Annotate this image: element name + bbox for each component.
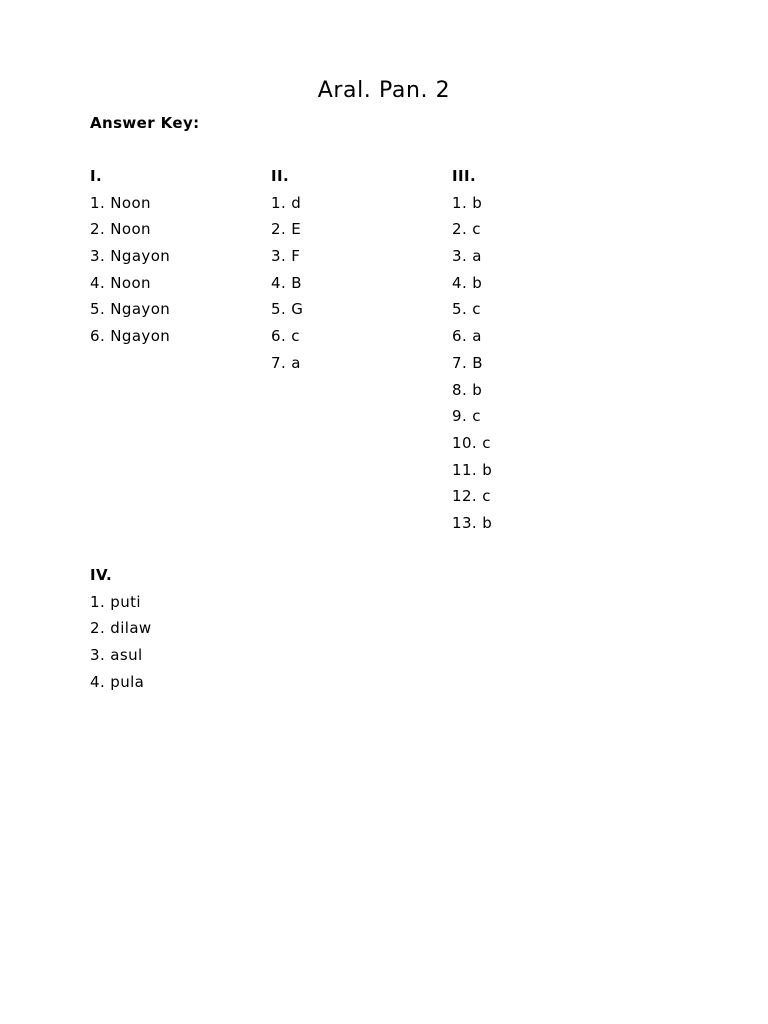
- answer-item: 3. asul: [90, 646, 143, 665]
- answer-section-3: [452, 166, 492, 540]
- answer-item: 5. Ngayon: [90, 300, 171, 319]
- answer-item: 3. Ngayon: [90, 247, 171, 266]
- section-heading: II.: [271, 167, 290, 185]
- answer-item: 4. Noon: [90, 273, 151, 292]
- answer-section-4: [90, 565, 152, 698]
- section-heading: III.: [452, 167, 477, 185]
- answer-item: 9. c: [452, 407, 481, 426]
- answer-item: 4. B: [271, 273, 302, 292]
- answer-item: 6. Ngayon: [90, 327, 171, 346]
- answer-key-label: Answer Key:: [90, 114, 200, 132]
- answer-item: 10. c: [452, 433, 491, 452]
- answer-item: 5. G: [271, 300, 304, 319]
- answer-item: 4. b: [452, 273, 483, 292]
- answer-item: 7. B: [452, 353, 483, 372]
- page-title: Aral. Pan. 2: [317, 78, 451, 103]
- answer-item: 13. b: [452, 513, 493, 532]
- answer-item: 2. E: [271, 220, 302, 239]
- section-heading: I.: [90, 167, 103, 185]
- answer-list: [90, 592, 152, 699]
- answer-section-1: [90, 166, 170, 353]
- answer-list: [90, 193, 170, 353]
- answer-item: 8. b: [452, 380, 483, 399]
- answer-item: 2. c: [452, 220, 481, 239]
- answer-item: 2. dilaw: [90, 619, 152, 638]
- answer-item: 1. Noon: [90, 193, 151, 212]
- answer-item: 1. b: [452, 193, 483, 212]
- answer-item: 6. a: [452, 327, 482, 346]
- answer-item: 4. pula: [90, 672, 145, 691]
- answer-section-2: [271, 166, 303, 380]
- answer-item: 6. c: [271, 327, 300, 346]
- answer-item: 3. F: [271, 247, 301, 266]
- answer-item: 1. puti: [90, 592, 141, 611]
- answer-list: [271, 193, 303, 380]
- answer-item: 12. c: [452, 487, 491, 506]
- answer-item: 7. a: [271, 353, 301, 372]
- answer-item: 3. a: [452, 247, 482, 266]
- answer-item: 1. d: [271, 193, 302, 212]
- answer-list: [452, 193, 492, 540]
- answer-item: 2. Noon: [90, 220, 151, 239]
- answer-item: 11. b: [452, 460, 493, 479]
- answer-item: 5. c: [452, 300, 481, 319]
- section-heading: IV.: [90, 566, 113, 584]
